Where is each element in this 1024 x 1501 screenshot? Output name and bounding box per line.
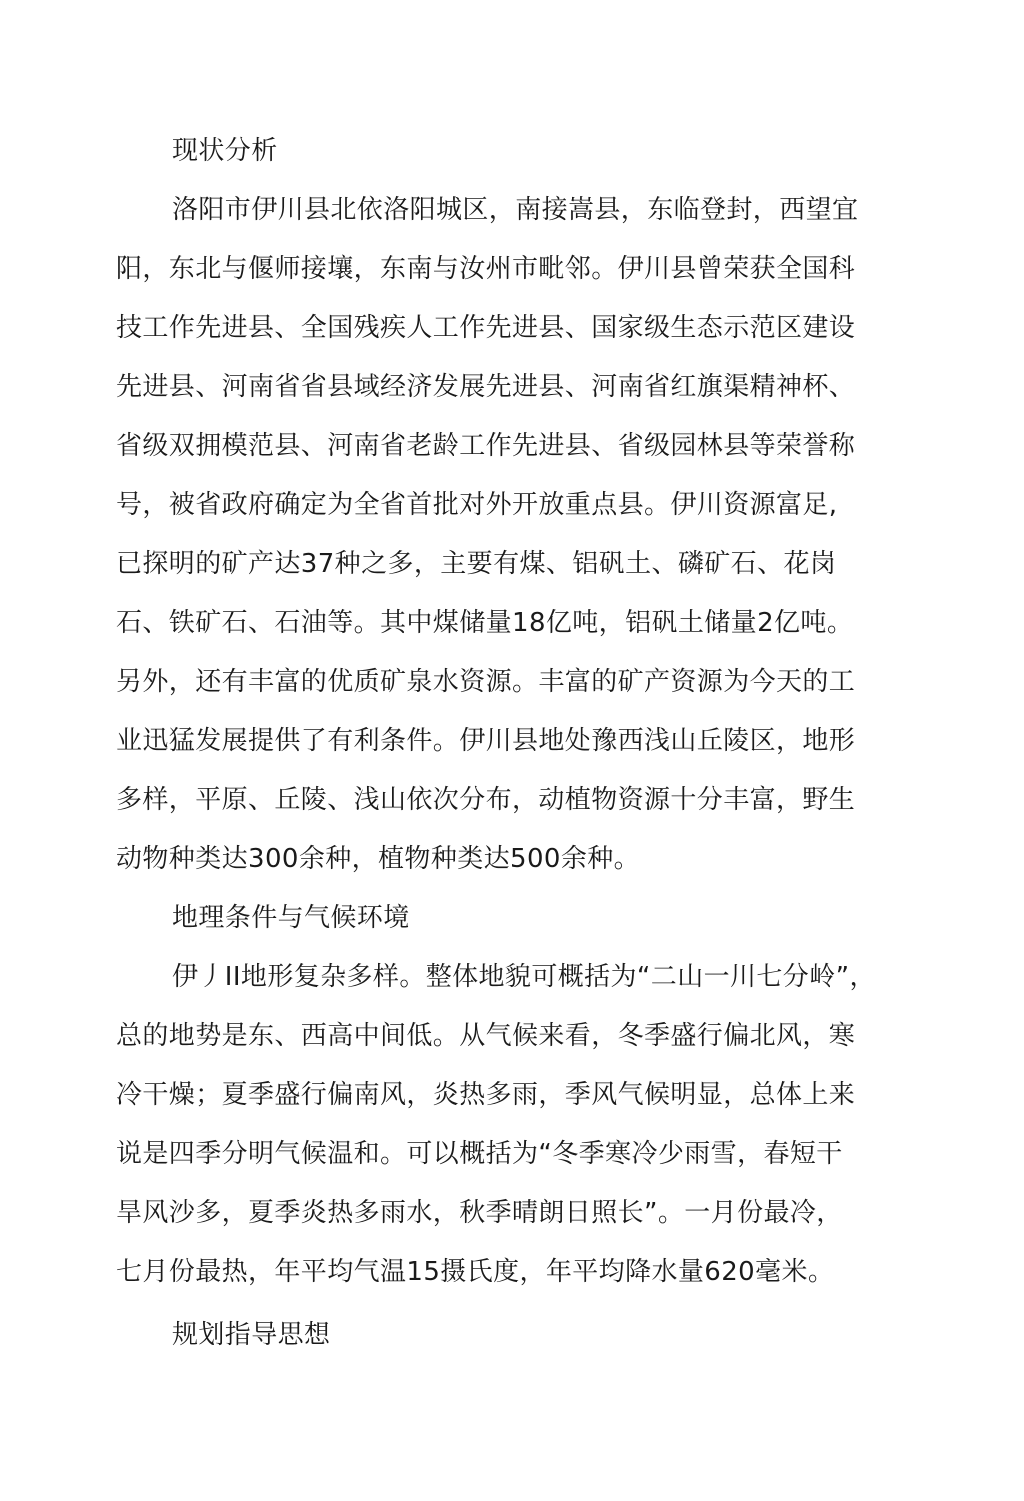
paragraph-line: 业迅猛发展提供了有利条件。伊川县地处豫西浅山丘陵区，地形 (116, 726, 856, 756)
paragraph-line: 多样，平原、丘陵、浅山依次分布，动植物资源十分丰富，野生 (116, 785, 856, 815)
paragraph-line: 已探明的矿产达37种之多，主要有煤、铝矾土、磷矿石、花岗 (116, 549, 837, 579)
paragraph-line: 总的地势是东、西高中间低。从气候来看，冬季盛行偏北风，寒 (116, 1021, 856, 1051)
section-heading-geography-climate: 地理条件与气候环境 (172, 903, 410, 933)
paragraph-line: 另外，还有丰富的优质矿泉水资源。丰富的矿产资源为今天的工 (116, 667, 856, 697)
section-heading-planning-guidance: 规划指导思想 (172, 1320, 331, 1350)
paragraph-line: 号，被省政府确定为全省首批对外开放重点县。伊川资源富足, (116, 490, 838, 520)
paragraph-line: 说是四季分明气候温和。可以概括为“冬季寒冷少雨雪，春短干 (116, 1139, 843, 1169)
paragraph-line: 阳，东北与偃师接壤，东南与汝州市毗邻。伊川县曾荣获全国科 (116, 254, 856, 284)
paragraph-line: 冷干燥；夏季盛行偏南风，炎热多雨，季风气候明显，总体上来 (116, 1080, 856, 1110)
paragraph-line: 先进县、河南省省县域经济发展先进县、河南省红旗渠精神杯、 (116, 372, 856, 402)
paragraph-line: 旱风沙多，夏季炎热多雨水，秋季晴朗日照长”。一月份最冷， (116, 1198, 843, 1228)
paragraph-line: 伊丿II地形复杂多样。整体地貌可概括为“二山一川七分岭”， (172, 962, 876, 992)
section-heading-status-analysis: 现状分析 (172, 136, 278, 166)
paragraph-line: 技工作先进县、全国残疾人工作先进县、国家级生态示范区建设 (116, 313, 856, 343)
paragraph-line: 洛阳市伊川县北依洛阳城区，南接嵩县，东临登封，西望宜 (172, 195, 859, 225)
paragraph-line: 石、铁矿石、石油等。其中煤储量18亿吨，铝矾土储量2亿吨。 (116, 608, 854, 638)
paragraph-line: 七月份最热，年平均气温15摄氏度，年平均降水量620毫米。 (116, 1257, 835, 1287)
paragraph-line: 动物种类达300余种，植物种类达500余种。 (116, 844, 641, 874)
paragraph-line: 省级双拥模范县、河南省老龄工作先进县、省级园林县等荣誉称 (116, 431, 856, 461)
